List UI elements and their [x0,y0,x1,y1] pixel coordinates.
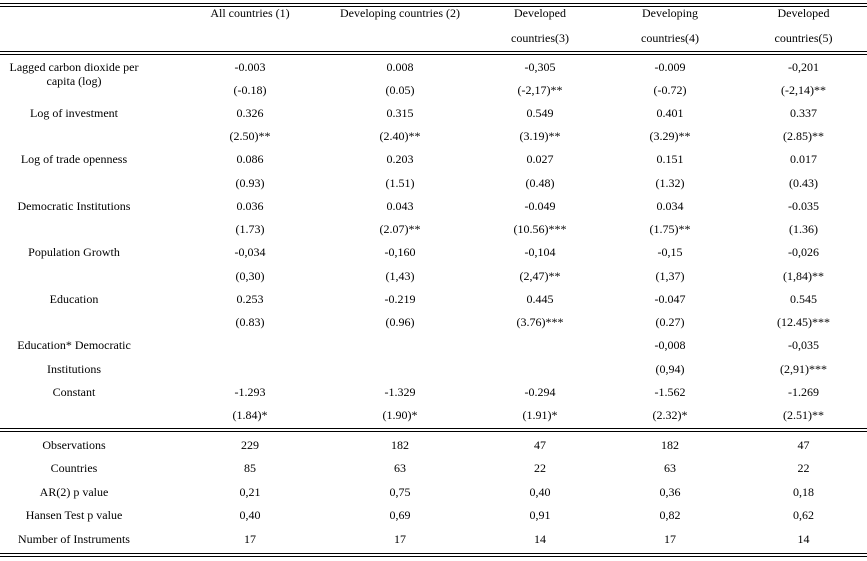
header-rule-inner [0,54,867,55]
se-cell: (2.07)** [379,222,421,236]
row-label: Constant [52,385,96,399]
coef-cell: 0.043 [386,199,414,213]
stat-label: AR(2) p value [39,485,109,499]
coef-cell: 0.337 [790,106,817,120]
header-col-2: Developing countries (2) [340,6,460,20]
stat-cell: 17 [244,532,256,546]
se-cell: (1.84)* [232,408,268,422]
header-col-5-line1: Developed [777,6,830,20]
se-cell: (0.43) [789,176,818,190]
se-cell: (1,43) [385,269,415,283]
header-col-4-line1: Developing [642,6,698,20]
se-cell: (0,94) [655,362,685,376]
coef-cell: -0,026 [788,245,819,259]
coef-cell: -0.009 [654,60,686,74]
header-col-5-line2: countries(5) [774,31,833,45]
coef-cell: 0.326 [236,106,264,120]
stat-cell: 0,36 [659,485,681,499]
se-cell: (1.51) [385,176,415,190]
row-label: Lagged carbon dioxide per capita (log) [9,60,139,88]
se-cell: (1.36) [789,222,818,236]
header-col-3-line2: countries(3) [511,31,569,45]
coef-cell: 0.008 [386,60,414,74]
stat-cell: 14 [534,532,546,546]
coef-cell: 0.545 [790,292,817,306]
row-label: Log of investment [30,106,118,120]
stat-cell: 182 [661,438,679,452]
coef-cell: 0.203 [386,152,414,166]
header-col-3-line1: Developed [514,6,566,20]
coef-cell: -0,104 [524,245,556,259]
stat-cell: 63 [394,461,406,475]
stat-label: Number of Instruments [18,532,130,546]
coef-cell: 0.086 [236,152,264,166]
row-label: Education [49,292,99,306]
stat-cell: 17 [394,532,406,546]
se-cell: (1.32) [655,176,685,190]
se-cell: (2.50)** [229,129,271,143]
row-label: Population Growth [28,245,120,259]
se-cell: (1.91)* [522,408,558,422]
coef-cell: -0,15 [657,245,683,259]
se-cell: (-0.18) [233,83,267,97]
se-cell: (2,91)*** [780,362,827,376]
stat-cell: 22 [534,461,546,475]
stat-cell: 0,40 [529,485,551,499]
stat-cell: 229 [241,438,259,452]
coef-cell: -0,201 [788,60,819,74]
se-cell: (0.96) [385,315,415,329]
se-cell: (2.40)** [379,129,421,143]
se-cell: (0,30) [235,269,265,283]
coef-cell: 0.445 [526,292,554,306]
header-col-1: All countries (1) [210,6,290,20]
stat-cell: 0,21 [239,485,261,499]
stat-cell: 0,91 [529,508,551,522]
se-cell: (0.93) [235,176,265,190]
stat-cell: 0,62 [793,508,814,522]
stat-cell: 47 [797,438,810,452]
body-rule [0,428,867,429]
se-cell: (3.76)*** [516,315,564,329]
stat-cell: 14 [797,532,810,546]
stat-cell: 47 [534,438,546,452]
coef-cell: -1.269 [788,385,819,399]
bottom-rule-inner [0,556,867,557]
se-cell: (2.51)** [783,408,824,422]
coef-cell: -0.294 [524,385,556,399]
coef-cell: -1.329 [384,385,416,399]
coef-cell: -1.293 [234,385,266,399]
coef-cell: -0.035 [788,199,819,213]
coef-cell: 0.151 [656,152,684,166]
coef-cell: 0.315 [386,106,414,120]
stat-cell: 17 [664,532,676,546]
se-cell: (2.32)* [652,408,688,422]
se-cell: (3.29)** [649,129,691,143]
coef-cell: -0,305 [524,60,556,74]
coef-cell: -0,034 [234,245,266,259]
coef-cell: -0.003 [234,60,266,74]
coef-cell: 0.034 [656,199,684,213]
body-rule-inner [0,431,867,432]
header-col-4-line2: countries(4) [641,31,699,45]
se-cell: (2.85)** [783,129,824,143]
row-label: Log of trade openness [20,152,128,166]
coef-cell: -0,008 [654,338,686,352]
se-cell: (0.05) [385,83,415,97]
coef-cell: 0.027 [526,152,554,166]
se-cell: (0.83) [235,315,265,329]
coef-cell: -0,035 [788,338,819,352]
stat-label: Countries [50,461,98,475]
se-cell: (1,37) [655,269,685,283]
stat-cell: 0,18 [793,485,814,499]
stat-cell: 182 [391,438,409,452]
coef-cell: 0.549 [526,106,554,120]
top-rule [0,3,867,4]
coef-cell: -0.219 [384,292,416,306]
se-cell: (-2,17)** [517,83,563,97]
stat-label: Observations [42,438,106,452]
stat-cell: 63 [664,461,676,475]
se-cell: (10.56)*** [513,222,567,236]
se-cell: (1.75)** [649,222,691,236]
se-cell: (2,47)** [519,269,561,283]
row-label: Democratic Institutions [17,199,131,213]
se-cell: (12.45)*** [777,315,830,329]
stat-cell: 85 [244,461,256,475]
bottom-rule [0,553,867,554]
coef-cell: 0.401 [656,106,684,120]
coef-cell: -0.047 [654,292,686,306]
coef-cell: -0,160 [384,245,416,259]
se-cell: (0.27) [655,315,685,329]
stat-cell: 22 [797,461,810,475]
se-cell: (-2,14)** [781,83,826,97]
se-cell: (1.73) [235,222,265,236]
coef-cell: -0.049 [524,199,556,213]
header-rule [0,51,867,52]
stat-label: Hansen Test p value [25,508,123,522]
stat-cell: 0,40 [239,508,261,522]
coef-cell: 0.017 [790,152,817,166]
row-label: Education* Democratic [17,338,131,352]
stat-cell: 0,82 [659,508,681,522]
se-cell: (-0.72) [653,83,687,97]
se-cell: (1,84)** [783,269,824,283]
coef-cell: 0.253 [236,292,264,306]
coef-cell: -1.562 [654,385,686,399]
row-label-continued: Institutions [46,362,101,376]
stat-cell: 0,69 [389,508,411,522]
se-cell: (0.48) [525,176,555,190]
stat-cell: 0,75 [389,485,411,499]
coef-cell: 0.036 [236,199,264,213]
se-cell: (1.90)* [382,408,418,422]
se-cell: (3.19)** [519,129,561,143]
